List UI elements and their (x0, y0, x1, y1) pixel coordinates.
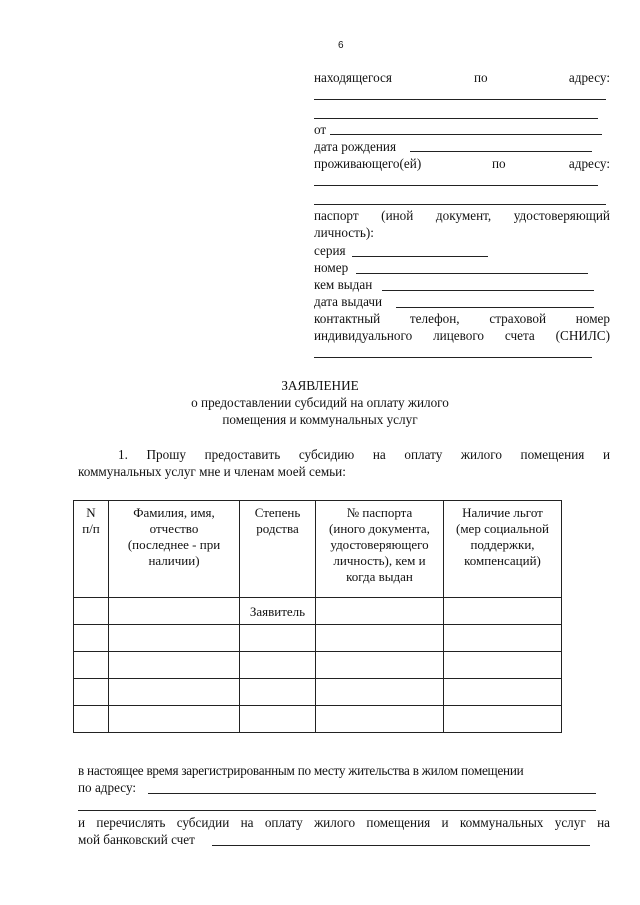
table-row (74, 679, 562, 706)
table-cell[interactable] (240, 679, 316, 706)
table-row (74, 652, 562, 679)
located-label-right: адресу: (568, 70, 610, 85)
table-cell[interactable] (444, 706, 562, 733)
residing-label-right: адресу: (568, 156, 610, 171)
series-field[interactable] (352, 256, 488, 257)
table-row (74, 625, 562, 652)
document-title: ЗАЯВЛЕНИЕ (281, 378, 359, 393)
table-cell[interactable] (109, 598, 240, 625)
page-number: 6 (338, 40, 344, 51)
located-label-mid: по (474, 70, 488, 85)
address-line-2[interactable] (314, 118, 598, 119)
contact-field[interactable] (314, 357, 592, 358)
paragraph-number: 1. (118, 447, 128, 462)
bank-account-field[interactable] (212, 845, 590, 846)
from-field[interactable] (330, 134, 602, 135)
table-cell[interactable] (74, 706, 109, 733)
table-header-row (74, 501, 562, 598)
table-cell[interactable] (240, 706, 316, 733)
located-label-left: находящегося (314, 70, 392, 85)
header-full-name: Фамилия, имя, отчество (последнее - при наличии) (109, 501, 240, 598)
table-cell[interactable] (316, 625, 444, 652)
table-cell[interactable] (74, 679, 109, 706)
table-cell[interactable] (444, 598, 562, 625)
issue-date-label: дата выдачи (314, 294, 383, 309)
table-cell[interactable] (240, 652, 316, 679)
contact-line-1: контактный телефон, страховой номер (314, 311, 610, 326)
transfer-line-1: и перечислять субсидии на оплату жилого помещения и коммунальных услуг на (78, 815, 610, 830)
table-cell[interactable] (444, 652, 562, 679)
table-cell[interactable] (74, 598, 109, 625)
document-subtitle-2: помещения и коммунальных услуг (222, 412, 418, 427)
registered-line-1: в настоящее время зарегистрированным по месту жительства в жилом помещении (78, 763, 524, 778)
passport-line-1: паспорт (иной документ, удостоверяющий (314, 208, 610, 223)
table-cell[interactable] (316, 652, 444, 679)
residing-line-2[interactable] (314, 204, 606, 205)
transfer-line-2: мой банковский счет (78, 832, 195, 847)
table-cell[interactable] (240, 625, 316, 652)
document-subtitle-1: о предоставлении субсидий на оплату жилого (191, 395, 449, 410)
table-row (74, 706, 562, 733)
header-benefits: Наличие льгот (мер социальной поддержки, компенсаций) (444, 501, 562, 598)
series-label: серия (314, 243, 346, 258)
residing-label-left: проживающего(ей) (314, 156, 422, 171)
table-cell[interactable] (316, 598, 444, 625)
birth-date-field[interactable] (410, 151, 592, 152)
paragraph-1-line-2: коммунальных услуг мне и членам моей семьи: (78, 464, 346, 479)
passport-line-2: личность): (314, 225, 374, 240)
registered-address-field[interactable] (148, 793, 596, 794)
residing-line-1[interactable] (314, 185, 598, 186)
table-cell[interactable] (109, 625, 240, 652)
paragraph-1-text: Прошу предоставить субсидию на оплату жилого помещения и (146, 447, 611, 462)
paragraph-1-line-1 (118, 447, 610, 463)
registered-line-2: по адресу: (78, 780, 137, 795)
table-cell[interactable] (74, 652, 109, 679)
table-row (74, 598, 562, 625)
table-cell[interactable] (316, 679, 444, 706)
number-field[interactable] (356, 273, 588, 274)
table-cell[interactable] (316, 706, 444, 733)
number-label: номер (314, 260, 349, 275)
table-cell[interactable] (109, 652, 240, 679)
table-cell[interactable] (444, 625, 562, 652)
header-number: N п/п (74, 501, 109, 598)
issued-by-field[interactable] (382, 290, 594, 291)
contact-line-2: индивидуального лицевого счета (СНИЛС) (314, 328, 610, 343)
issue-date-field[interactable] (396, 307, 594, 308)
residing-label-mid: по (492, 156, 506, 171)
applicant-relation-cell: Заявитель (240, 598, 316, 625)
registered-address-field-2[interactable] (78, 810, 596, 811)
from-label: от (314, 122, 327, 137)
family-members-table (73, 500, 562, 733)
issued-by-label: кем выдан (314, 277, 373, 292)
header-relation: Степень родства (240, 501, 316, 598)
table-cell[interactable] (109, 679, 240, 706)
address-line-1[interactable] (314, 99, 606, 100)
table-cell[interactable] (444, 679, 562, 706)
table-cell[interactable] (109, 706, 240, 733)
table-cell[interactable] (74, 625, 109, 652)
birth-date-label: дата рождения (314, 139, 397, 154)
header-passport: № паспорта (иного документа, удостоверяющего личность), кем и когда выдан (316, 501, 444, 598)
